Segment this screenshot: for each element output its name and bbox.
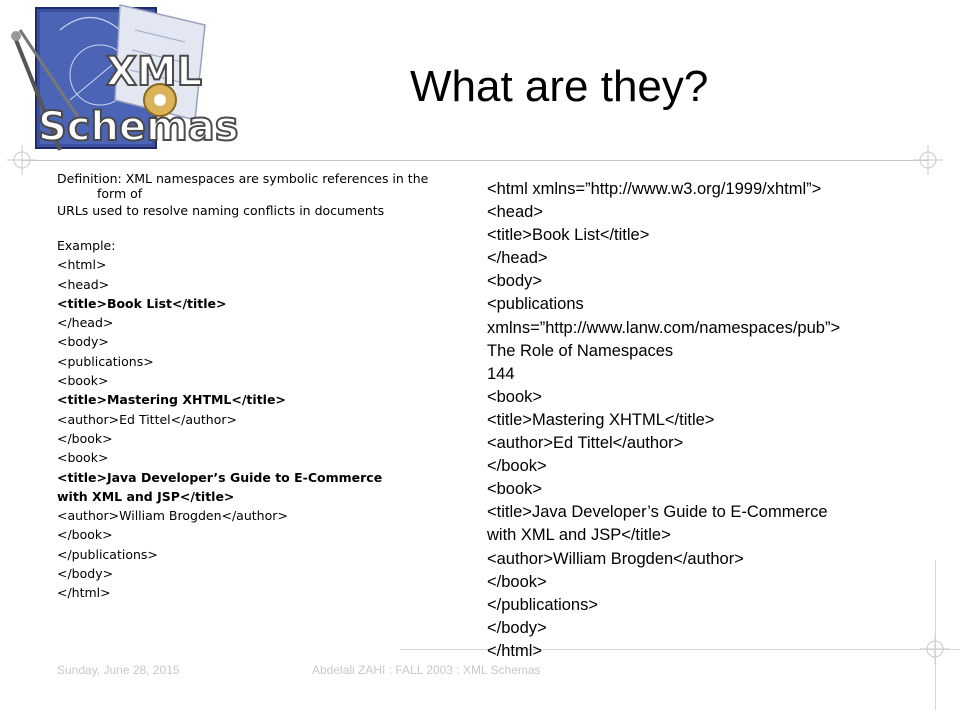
- footer-credit: Abdelali ZAHI : FALL 2003 : XML Schemas: [312, 663, 541, 677]
- right-code-column: [487, 178, 957, 663]
- code-line: </book>: [57, 430, 113, 446]
- definition-text: Definition: XML namespaces are symbolic references in the form of: [57, 171, 429, 201]
- example-label: Example:: [57, 238, 116, 253]
- code-line: <author>William Brogden</author>: [487, 549, 744, 568]
- logo-schemas-text: Schemas: [38, 104, 239, 150]
- code-line: The Role of Namespaces: [487, 341, 674, 360]
- code-line: </publications>: [57, 546, 158, 562]
- code-line: <head>: [57, 276, 110, 292]
- code-line: </body>: [57, 566, 114, 582]
- xml-schemas-logo: [0, 0, 240, 165]
- code-line: <book>: [57, 373, 109, 389]
- code-line: <title>Book List</title>: [487, 226, 650, 245]
- code-line: <title>Mastering XHTML</title>: [487, 410, 715, 429]
- spacer: [57, 221, 457, 236]
- code-line: </book>: [487, 457, 547, 476]
- code-line: <html xmlns=”http://www.w3.org/1999/xhtml”>: [487, 180, 822, 198]
- code-line: <title>Mastering XHTML</title>: [57, 392, 286, 408]
- header-divider: [22, 160, 928, 161]
- logo-xml-text: XML: [106, 49, 203, 95]
- code-line: <body>: [57, 334, 109, 350]
- code-line: with XML and JSP</title>: [57, 488, 235, 504]
- code-line: </book>: [57, 527, 113, 543]
- code-line: with XML and JSP</title>: [487, 526, 671, 545]
- code-line: </html>: [57, 585, 111, 601]
- definition-text-cont: URLs used to resolve naming conflicts in documents: [57, 203, 385, 218]
- code-line: </body>: [487, 618, 547, 637]
- footer-date: Sunday, June 28, 2015: [57, 663, 180, 677]
- code-line: <author>Ed Tittel</author>: [487, 434, 684, 453]
- code-line: <book>: [487, 480, 543, 499]
- left-text-column: [57, 171, 457, 603]
- code-line: <title>Java Developer’s Guide to E-Commerce: [487, 503, 828, 522]
- code-line: <head>: [487, 203, 543, 222]
- crosshair-icon: [7, 145, 37, 175]
- code-line: </html>: [487, 641, 543, 660]
- code-line: </head>: [487, 249, 548, 268]
- code-line: <author>Ed Tittel</author>: [57, 411, 237, 427]
- code-line: </book>: [487, 572, 547, 591]
- code-line: <author>William Brogden</author>: [57, 508, 288, 524]
- code-line: <title>Java Developer’s Guide to E-Commerce: [57, 469, 383, 485]
- code-line: <publications: [487, 295, 584, 314]
- code-line: <body>: [487, 272, 543, 291]
- code-line: <book>: [57, 450, 109, 466]
- code-line: 144: [487, 364, 515, 383]
- crosshair-icon: [913, 145, 943, 175]
- code-line: </head>: [57, 315, 114, 331]
- code-line: <book>: [487, 387, 543, 406]
- code-line: xmlns=”http://www.lanw.com/namespaces/pub”>: [487, 318, 841, 337]
- code-line: <publications>: [57, 353, 154, 369]
- code-line: <title>Book List</title>: [57, 295, 227, 311]
- slide-title: What are they?: [410, 62, 709, 111]
- code-line: </publications>: [487, 595, 598, 614]
- code-line: <html>: [57, 257, 107, 273]
